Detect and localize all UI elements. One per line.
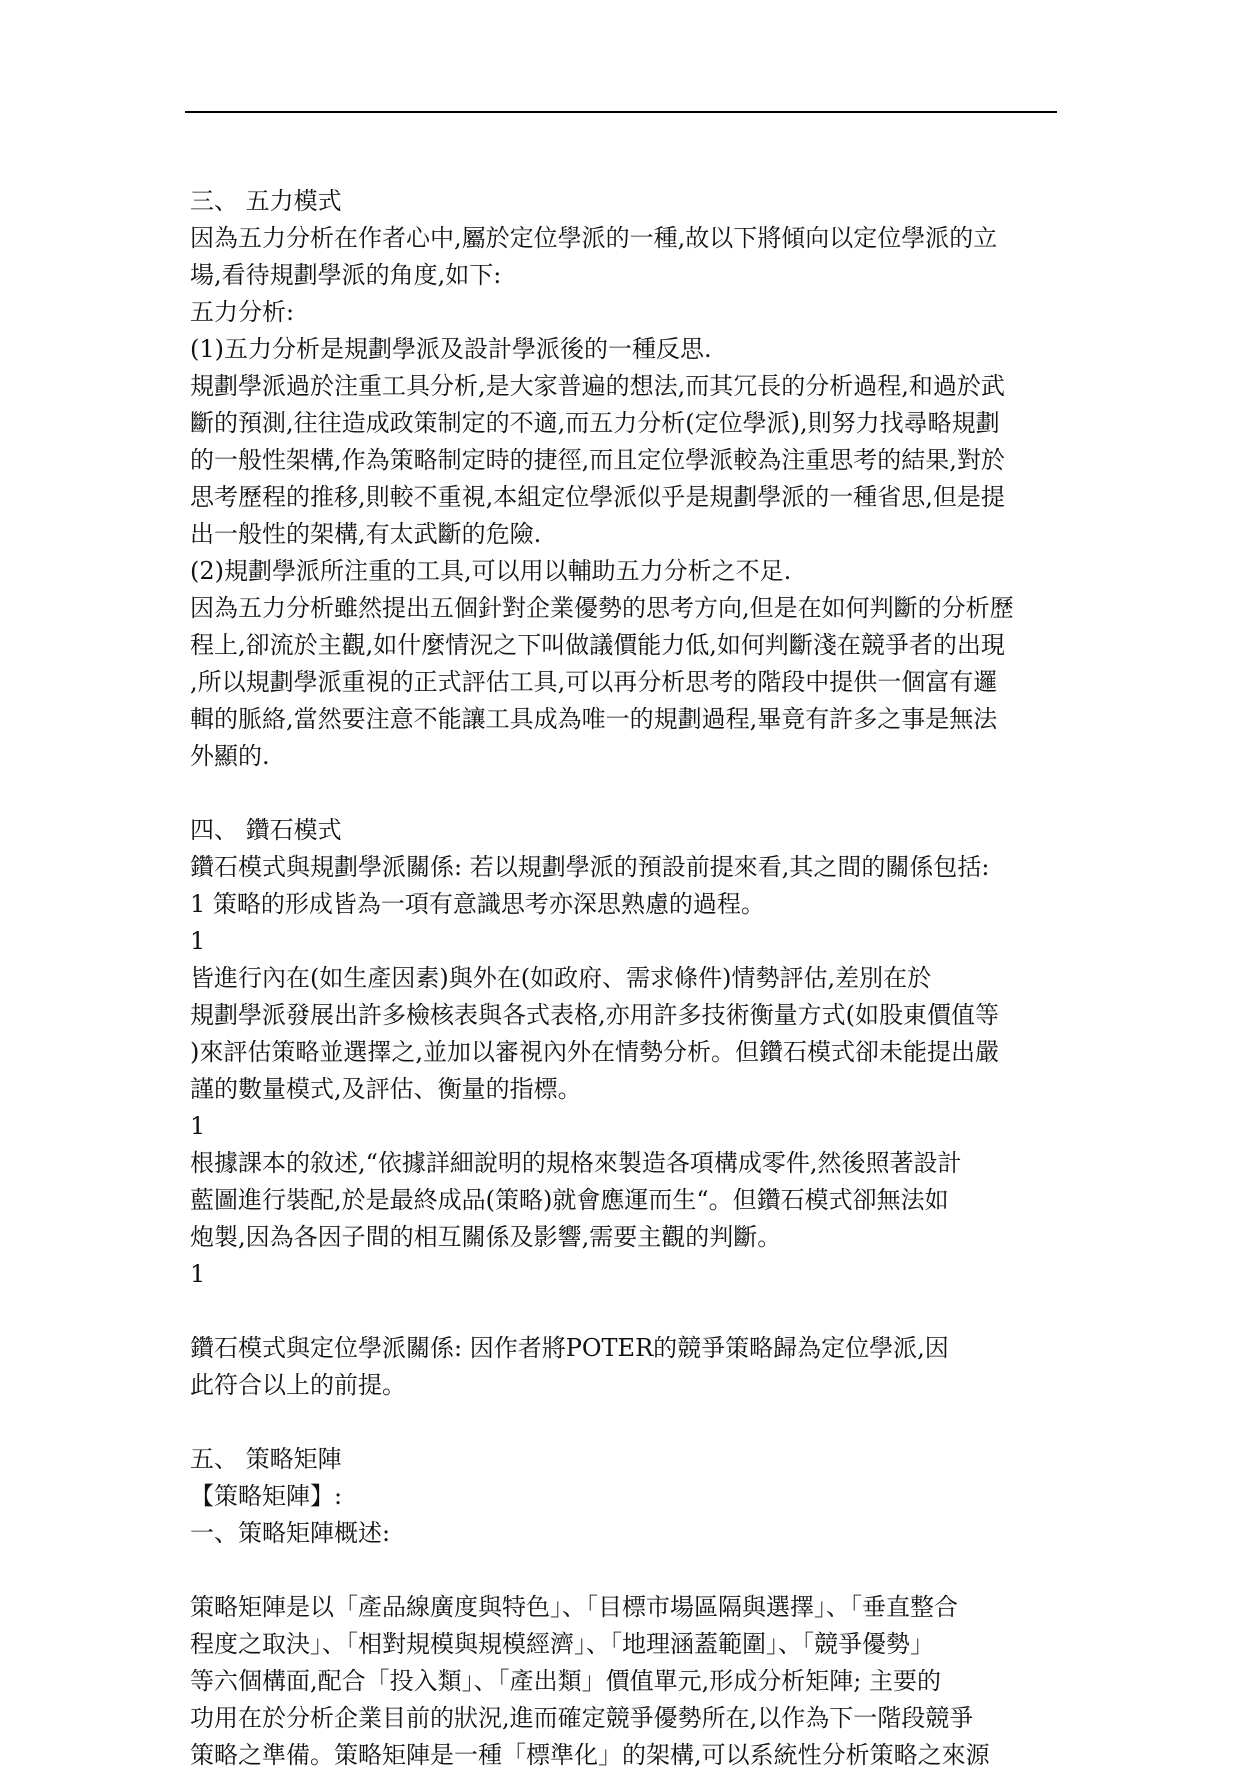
section-spacer [190, 775, 1070, 812]
paragraph-line: 鑽石模式與定位學派關係: 因作者將POTER的競爭策略歸為定位學派,因 [190, 1334, 949, 1362]
paragraph-line: 程度之取決」、「相對規模與規模經濟」、「地理涵蓋範圍」、「競爭優勢」 [190, 1630, 934, 1658]
paragraph-line: 策略矩陣是以「產品線廣度與特色」、「目標市場區隔與選擇」、「垂直整合 [190, 1593, 958, 1621]
paragraph-spacer [190, 1293, 1070, 1330]
paragraph-line: 程上,卻流於主觀,如什麼情況之下叫做議價能力低,如何判斷淺在競爭者的出現 [190, 631, 1005, 659]
paragraph-line: 規劃學派發展出許多檢核表與各式表格,亦用許多技術衡量方式(如股東價值等 [190, 1001, 999, 1029]
paragraph-line: ,所以規劃學派重視的正式評估工具,可以再分析思考的階段中提供一個富有邏 [190, 668, 998, 696]
paragraph-line: 因為五力分析在作者心中,屬於定位學派的一種,故以下將傾向以定位學派的立 [190, 224, 998, 252]
section-heading-strategy-matrix: 五、 策略矩陣 [190, 1445, 342, 1473]
paragraph-line: 1 [190, 1112, 206, 1140]
section-heading-five-forces: 三、 五力模式 [190, 187, 342, 215]
paragraph-line: 此符合以上的前提。 [190, 1371, 406, 1399]
paragraph-line: 1 [190, 1260, 206, 1288]
paragraph-line: )來評估策略並選擇之,並加以審視內外在情勢分析。但鑽石模式卻未能提出嚴 [190, 1038, 999, 1066]
paragraph-line: 鑽石模式與規劃學派關係: 若以規劃學派的預設前提來看,其之間的關係包括: [190, 853, 990, 881]
subsection-title: 一、策略矩陣概述: [190, 1519, 391, 1547]
paragraph-line: 場,看待規劃學派的角度,如下: [190, 261, 502, 289]
paragraph-line: 因為五力分析雖然提出五個針對企業優勢的思考方向,但是在如何判斷的分析歷 [190, 594, 1014, 622]
paragraph-line: 1 [190, 927, 206, 955]
paragraph-line: 思考歷程的推移,則較不重視,本組定位學派似乎是規劃學派的一種省思,但是提 [190, 483, 1005, 511]
paragraph-line: 功用在於分析企業目前的狀況,進而確定競爭優勢所在,以作為下一階段競爭 [190, 1704, 974, 1732]
paragraph-line: 五力分析: [190, 298, 295, 326]
paragraph-line: (1)五力分析是規劃學派及設計學派後的一種反思. [190, 335, 712, 363]
paragraph-line: 規劃學派過於注重工具分析,是大家普遍的想法,而其冗長的分析過程,和過於武 [190, 372, 1005, 400]
section-heading-diamond-model: 四、 鑽石模式 [190, 816, 342, 844]
paragraph-line: 炮製,因為各因子間的相互關係及影響,需要主觀的判斷。 [190, 1223, 782, 1251]
paragraph-line: 策略之準備。策略矩陣是一種「標準化」的架構,可以系統性分析策略之來源 [190, 1741, 990, 1769]
paragraph-line: 的一般性架構,作為策略制定時的捷徑,而且定位學派較為注重思考的結果,對於 [190, 446, 1005, 474]
paragraph-line: 斷的預測,往往造成政策制定的不適,而五力分析(定位學派),則努力找尋略規劃 [190, 409, 1000, 437]
paragraph-line: 謹的數量模式,及評估、衡量的指標。 [190, 1075, 582, 1103]
paragraph-line: 皆進行內在(如生產因素)與外在(如政府、需求條件)情勢評估,差別在於 [190, 964, 932, 992]
paragraph-line: 輯的脈絡,當然要注意不能讓工具成為唯一的規劃過程,畢竟有許多之事是無法 [190, 705, 998, 733]
paragraph-line: 根據課本的敘述,“依據詳細說明的規格來製造各項構成零件,然後照著設計 [190, 1149, 962, 1177]
subheading: 【策略矩陣】: [190, 1482, 343, 1510]
document-body [190, 183, 1070, 1774]
paragraph-line: 藍圖進行裝配,於是最終成品(策略)就會應運而生“。但鑽石模式卻無法如 [190, 1186, 949, 1214]
paragraph-spacer [190, 1552, 1070, 1589]
header-rule [185, 111, 1057, 113]
section-spacer [190, 1404, 1070, 1441]
paragraph-line: 外顯的. [190, 742, 270, 770]
paragraph-line: 1 策略的形成皆為一項有意識思考亦深思熟慮的過程。 [190, 890, 765, 918]
paragraph-line: 等六個構面,配合「投入類」、「產出類」價值單元,形成分析矩陣; 主要的 [190, 1667, 941, 1695]
paragraph-line: 出一般性的架構,有太武斷的危險. [190, 520, 542, 548]
paragraph-line: (2)規劃學派所注重的工具,可以用以輔助五力分析之不足. [190, 557, 792, 585]
